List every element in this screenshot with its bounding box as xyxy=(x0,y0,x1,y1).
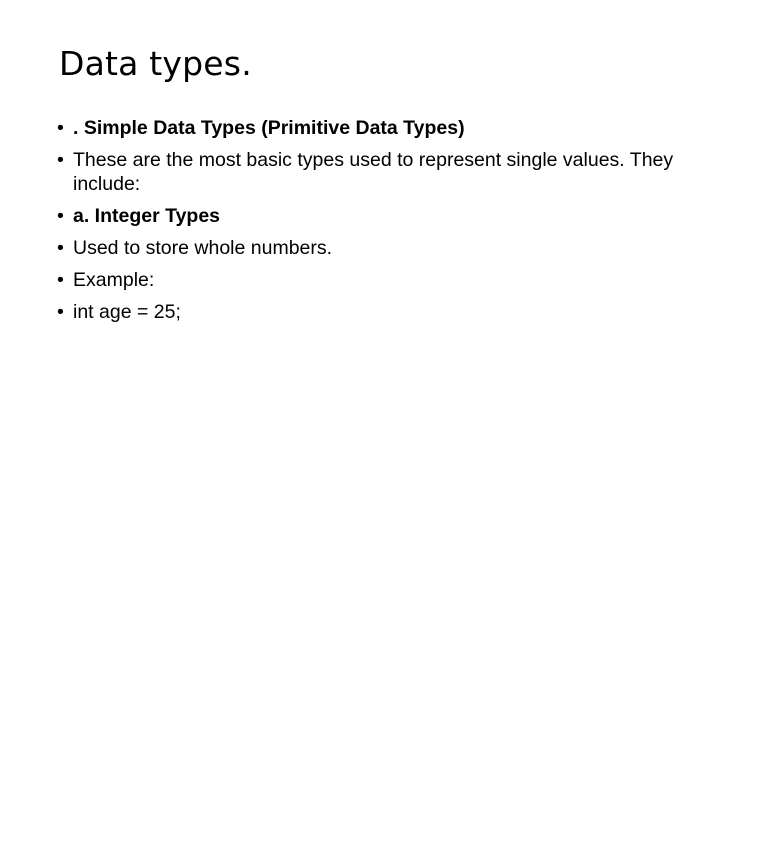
bullet-item xyxy=(57,116,717,140)
bullet-icon: • xyxy=(57,269,64,291)
bullet-item xyxy=(57,148,717,196)
bullet-icon: • xyxy=(57,117,64,139)
bullet-list xyxy=(57,116,717,332)
bullet-item xyxy=(57,300,717,324)
bullet-text: These are the most basic types used to represent single values. They include: xyxy=(73,149,674,195)
bullet-text: a. Integer Types xyxy=(73,205,221,227)
bullet-icon: • xyxy=(57,301,64,323)
bullet-item xyxy=(57,268,717,292)
bullet-item xyxy=(57,204,717,228)
slide-title: Data types. xyxy=(59,44,252,83)
bullet-text: Example: xyxy=(73,269,155,291)
bullet-text: Used to store whole numbers. xyxy=(73,237,333,259)
bullet-item xyxy=(57,236,717,260)
bullet-icon: • xyxy=(57,149,64,171)
bullet-icon: • xyxy=(57,205,64,227)
bullet-text: int age = 25; xyxy=(73,301,181,323)
bullet-icon: • xyxy=(57,237,64,259)
bullet-text: . Simple Data Types (Primitive Data Types) xyxy=(73,117,465,139)
